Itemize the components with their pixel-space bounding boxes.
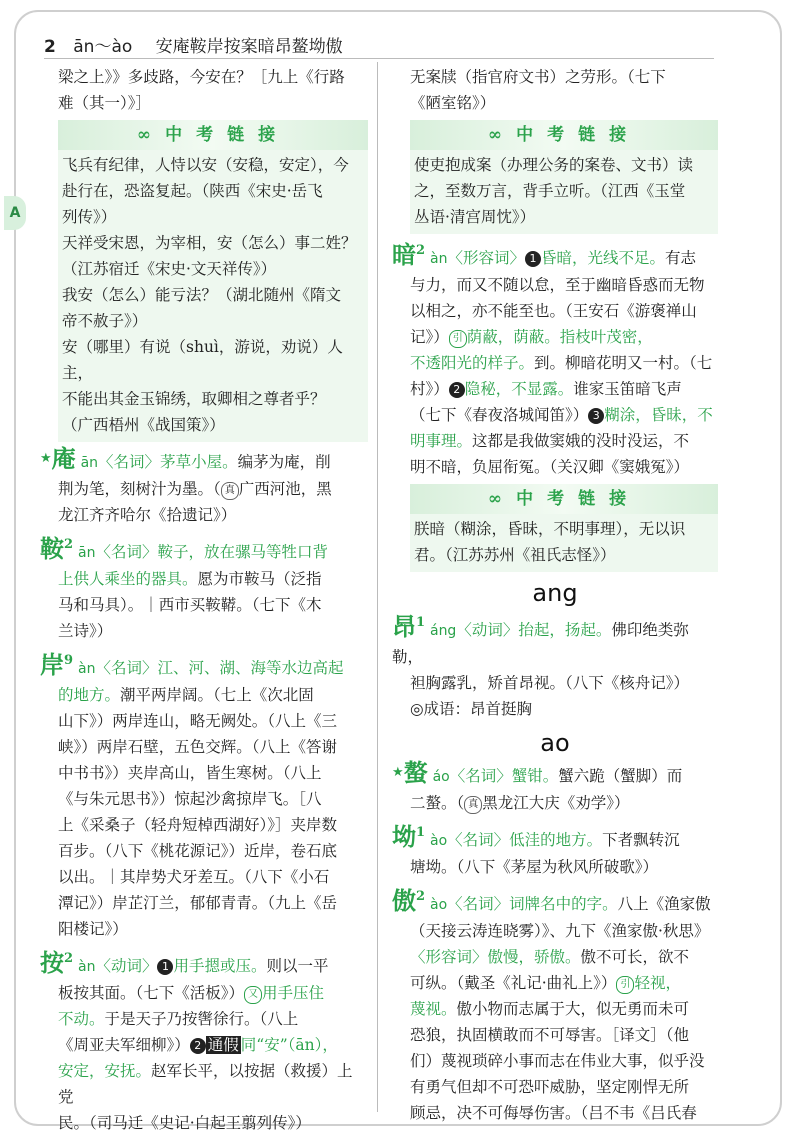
entry-an-press — [40, 946, 368, 1136]
example: 阳楼记》） — [58, 920, 128, 938]
exam-link-title: ∞中考链接 — [410, 484, 718, 514]
definition: 同“安”（ān）， — [240, 1036, 338, 1054]
example: 潮平两岸阔。（七上《次北固 — [120, 686, 314, 704]
box-line: 列传》） — [62, 208, 117, 226]
exam-link-box — [58, 120, 368, 442]
exam-link-title: ∞中考链接 — [58, 120, 368, 150]
definition: 用手压住 — [262, 984, 325, 1002]
example: 蟹六跪（蟹脚）而 — [558, 767, 683, 785]
example: 二螯。（ — [410, 794, 465, 812]
entry-ao-crab — [392, 760, 718, 816]
example: 到。 — [534, 354, 566, 372]
example: 傲不可长，欲不 — [580, 948, 690, 966]
example: 袒胸露乳，矫首昂视。（八下《核舟记》） — [410, 674, 690, 692]
exam-link-title: ∞中考链接 — [410, 120, 718, 150]
entry-ao-low — [392, 820, 718, 880]
page-header — [44, 32, 343, 57]
header-pinyin: ān～ào — [73, 37, 133, 57]
entry-pinyin: àn — [77, 959, 96, 975]
entry-an-hut — [40, 446, 368, 528]
example: 百步。（八下《桃花源记》）近岸，卷石底 — [58, 842, 338, 860]
example: 峡》）两岸石壁，五色交辉。（八上《答谢 — [58, 738, 338, 756]
definition: 词牌名中的字。 — [509, 895, 618, 913]
entry-pinyin: ào — [429, 897, 448, 913]
headword: 坳$^1$ — [392, 822, 426, 851]
exam-link-box — [410, 484, 718, 572]
example: 有勇气但却不可恐吓威胁，坚定刚悍无所 — [410, 1078, 690, 1096]
entry-ao-proud — [392, 884, 718, 1126]
example: 《周亚夫军细柳》） — [58, 1036, 190, 1054]
continued-line: 无案牍（指官府文书）之劳形。（七下 — [410, 68, 666, 86]
box-line: 赴行在，恐盗复起。（陕西《宋史·岳飞 — [62, 182, 323, 200]
continued-line: 《陋室铭》） — [410, 94, 496, 112]
definition: 糊涂，昏昧，不 — [604, 406, 713, 424]
header-chars: 安庵鞍岸按案暗昂鳌坳傲 — [155, 37, 343, 57]
definition: 蔑视。 — [410, 1000, 457, 1018]
page-number: 2 — [44, 37, 56, 57]
headword: 鞍$^2$ — [40, 534, 74, 563]
headword: 按$^2$ — [40, 948, 74, 977]
example: 《与朱元思书》）惊起沙禽掠岸飞。［八 — [58, 790, 322, 808]
example: 顾忌，决不可侮辱伤害。（吕不韦《吕氏春 — [410, 1104, 697, 1122]
sense-number: 2 — [190, 1038, 206, 1054]
example: 佛印绝类弥勒， — [392, 621, 689, 666]
section-heading-ao: ao — [540, 729, 570, 757]
headword: 庵 — [51, 444, 76, 473]
header-rule — [44, 58, 714, 59]
continued-line: 难（其一）》］ — [58, 94, 152, 112]
part-of-speech: 〈名词〉 — [98, 453, 161, 471]
definition: 江、河、湖、海等水边高起 — [157, 659, 344, 677]
star-icon: ★ — [392, 765, 404, 780]
example: 愿为市鞍马（泛指 — [197, 570, 322, 588]
entry-pinyin: ào — [429, 833, 448, 849]
example: 塘坳。（八下《茅屋为秋风所破歌》） — [410, 858, 659, 876]
part-of-speech: 〈名词〉 — [95, 543, 158, 561]
example: 可纵。（戴圣《礼记·曲礼上》） — [410, 974, 617, 992]
definition: 傲慢，骄傲。 — [487, 948, 581, 966]
example: 马和马具）。｜西市买鞍鞯。（七下《木 — [58, 596, 322, 614]
definition: 蟹钳。 — [511, 767, 559, 785]
idiom-line: ◎成语：昂首挺胸 — [410, 700, 533, 718]
zhenti-mark-icon: 真 — [464, 796, 482, 814]
definition: 用手摁或压。 — [173, 957, 267, 975]
example: 荆为笔，刻树汁为墨。（ — [58, 480, 221, 498]
left-column — [40, 64, 368, 1136]
example: 于是天子乃按辔徐行。（八上 — [104, 1010, 299, 1028]
example: 则以一平 — [266, 957, 329, 975]
definition: 不透阳光的样子。 — [410, 354, 535, 372]
definition: 轻视， — [634, 974, 681, 992]
example: 谁家玉笛暗飞声 — [573, 380, 682, 398]
sense-number: 2 — [449, 382, 465, 398]
entry-pinyin: áng — [429, 623, 457, 639]
zhenti-mark-icon: 真 — [221, 482, 239, 500]
example: 下者飘转沉 — [602, 831, 680, 849]
part-of-speech: 〈动词〉 — [95, 957, 158, 975]
part-of-speech: 〈名词〉 — [447, 895, 510, 913]
entry-ang — [392, 610, 718, 722]
example: 赵军长平，以按据（救援）上党 — [58, 1062, 353, 1106]
part-of-speech: 〈名词〉 — [449, 767, 512, 785]
box-line: 朕暗（糊涂，昏昧，不明事理），无以识 — [414, 520, 686, 538]
you-mark-icon: 又 — [244, 986, 262, 1004]
part-of-speech: 〈形容词〉 — [410, 948, 488, 966]
example: 民。（司马迁《史记·白起王翦列传》） — [58, 1114, 311, 1132]
example: 傲小物而志属于大，似无勇而未可 — [456, 1000, 690, 1018]
yin-mark-icon: 引 — [616, 976, 634, 994]
example: （七下《春夜洛城闻笛》） — [410, 406, 589, 424]
part-of-speech: 〈动词〉 — [456, 621, 519, 639]
entry-pinyin: ān — [77, 545, 96, 561]
entry-an-shore — [40, 648, 368, 942]
box-line: 安（哪里）有说（shuì，游说，劝说）人主， — [62, 338, 343, 382]
part-of-speech: 〈形容词〉 — [447, 249, 525, 267]
sense-number: 1 — [157, 959, 173, 975]
example: 广西河池，黑 — [238, 480, 332, 498]
tongjia-label: 通假 — [207, 1036, 239, 1054]
box-line: 君。（江苏苏州《祖氏志怪》） — [414, 546, 616, 564]
part-of-speech: 〈名词〉 — [95, 659, 158, 677]
example: 记》） — [410, 328, 449, 346]
box-line: （广西梧州《战国策》） — [62, 416, 225, 434]
right-column — [392, 64, 718, 1126]
box-line: 帝不赦子》） — [62, 312, 148, 330]
entry-pinyin: ān — [80, 455, 99, 471]
definition: 不动。 — [58, 1010, 105, 1028]
box-line: 不能出其金玉锦绣，取卿相之尊者乎？ — [62, 390, 326, 408]
headword: 岸$^9$ — [40, 650, 74, 679]
box-line: 我安（怎么）能亏法？（湖北随州《隋文 — [62, 286, 342, 304]
definition: 鞍子，放在骡马等牲口背 — [157, 543, 328, 561]
example: 编茅为庵，削 — [237, 453, 331, 471]
headword: 昂$^1$ — [392, 612, 426, 641]
column-divider — [377, 62, 378, 1112]
definition: 昏暗，光线不足。 — [540, 249, 665, 267]
example: 村》） — [410, 380, 449, 398]
example: 以相之，亦不能至也。（王安石 — [410, 302, 620, 320]
definition: 低洼的地方。 — [509, 831, 603, 849]
example: 们）蔑视琐碎小事而志在伟业大事，似乎没 — [410, 1052, 705, 1070]
entry-pinyin: àn — [429, 251, 448, 267]
example: 上《采桑子（轻舟短棹西湖好）》］夹岸数 — [58, 816, 338, 834]
headword: 暗$^2$ — [392, 240, 426, 269]
box-line: 之，至数万言，背手立听。（江西《玉堂 — [414, 182, 686, 200]
entry-pinyin: áo — [432, 769, 450, 785]
entry-pinyin: àn — [77, 661, 96, 677]
entry-an-dark — [392, 238, 718, 480]
exam-link-box — [410, 120, 718, 234]
headword: 螯 — [403, 758, 428, 787]
example: 这都是我做窦娥的没时没运，不 — [472, 432, 690, 450]
definition: 明事理。 — [410, 432, 473, 450]
definition: 上供人乘坐的器具。 — [58, 570, 198, 588]
box-line: 使吏抱成案（办理公务的案卷、文书）读 — [414, 156, 694, 174]
sense-number: 3 — [588, 408, 604, 424]
example: 龙江齐齐哈尔《拾遗记》） — [58, 506, 237, 524]
box-line: 飞兵有纪律，人恃以安（安稳，安定），今 — [62, 156, 349, 174]
example: 黑龙江大庆《劝学》） — [482, 794, 630, 812]
example: 兰诗》） — [58, 622, 113, 640]
box-line: （江苏宿迁《宋史·文天祥传》） — [62, 260, 277, 278]
side-index-tab[interactable]: A — [4, 196, 26, 230]
example: 明不暗，负屈衔冤。（关汉卿《窦娥冤》） — [410, 458, 690, 476]
sense-number: 1 — [525, 251, 541, 267]
star-icon: ★ — [40, 451, 52, 466]
example: 以出。｜其岸势犬牙差互。（八下《小石 — [58, 868, 330, 886]
definition: 抬起，扬起。 — [518, 621, 612, 639]
section-heading-ang: ang — [532, 579, 578, 607]
example: 潭记》）岸芷汀兰，郁郁青青。（九上《岳 — [58, 894, 338, 912]
definition: 的地方。 — [58, 686, 121, 704]
example: 中书书》）夹岸高山，皆生寒树。（八上 — [58, 764, 322, 782]
example: 柳暗花明又一村。（七 — [565, 354, 713, 372]
example: 板按其面。（七下《活板》） — [58, 984, 245, 1002]
box-line: 丛语·清宫周忱》） — [414, 208, 536, 226]
definition: 荫蔽，荫蔽。指枝叶茂密， — [466, 328, 653, 346]
example: 与力，而又不随以怠，至于幽暗昏惑而无物 — [410, 276, 705, 294]
box-line: 天祥受宋恩，为宰相，安（怎么）事二姓？ — [62, 234, 357, 252]
definition: 茅草小屋。 — [160, 453, 238, 471]
entry-an-saddle — [40, 532, 368, 644]
example: 八上《渔家傲 — [617, 895, 711, 913]
example: 《游褒禅山 — [619, 302, 697, 320]
example: （天接云涛连晓雾）》、九下《渔家傲·秋思》 — [410, 922, 710, 940]
example: 山下》）两岸连山，略无阙处。（八上《三 — [58, 712, 338, 730]
example: 有志 — [664, 249, 696, 267]
yin-mark-icon: 引 — [449, 330, 467, 348]
headword: 傲$^2$ — [392, 886, 426, 915]
part-of-speech: 〈名词〉 — [447, 831, 510, 849]
definition: 安定，安抚。 — [58, 1062, 152, 1080]
example: 恐狼，执固横敢而不可辱害。［译文］（他 — [410, 1026, 690, 1044]
definition: 隐秘，不显露。 — [464, 380, 574, 398]
continued-line: 梁之上》》多歧路，今安在？［九上《行路 — [58, 68, 345, 86]
